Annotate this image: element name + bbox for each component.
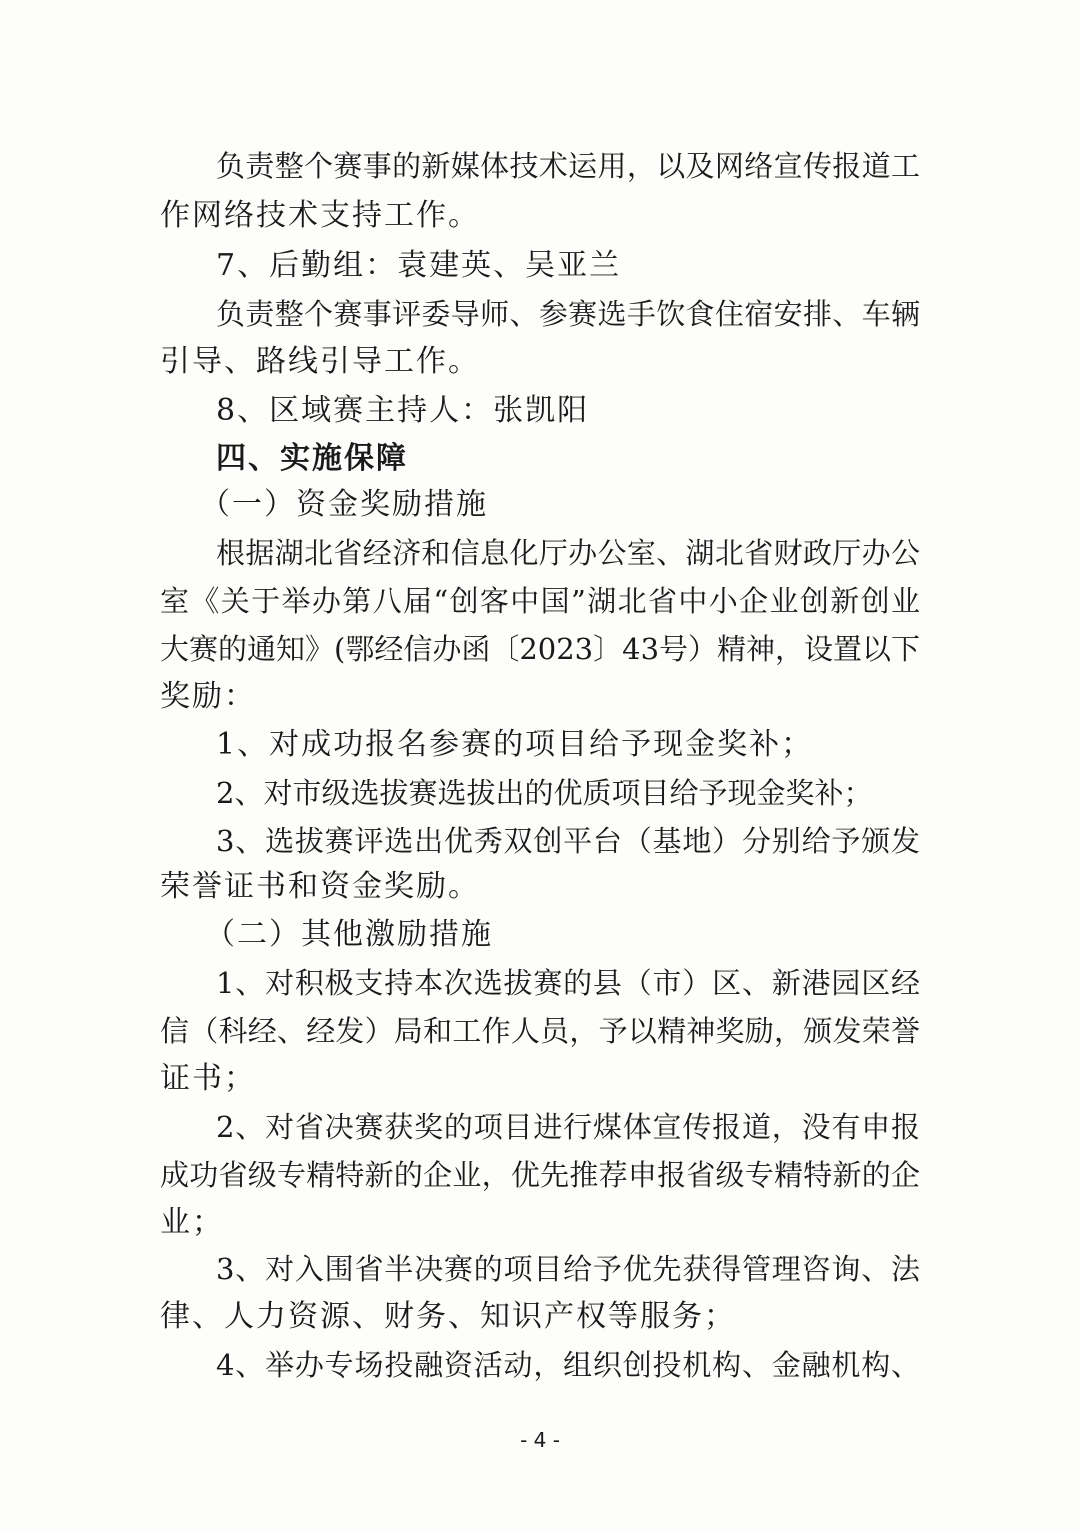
paragraph-line: 负责整个赛事的新媒体技术运用，以及网络宣传报道工 — [216, 149, 920, 183]
subsection-heading: （二）其他激励措施 — [205, 917, 493, 952]
paragraph-line: 负责整个赛事评委导师、参赛选手饮食住宿安排、车辆 — [216, 297, 920, 331]
paragraph-line: 引导、路线引导工作。 — [160, 344, 480, 379]
paragraph-line: 作网络技术支持工作。 — [160, 198, 480, 233]
list-item: 2、对省决赛获奖的项目进行煤体宣传报道，没有申报 — [216, 1110, 920, 1144]
page-number: - 4 - — [520, 1428, 560, 1452]
list-item: 4、举办专场投融资活动，组织创投机构、金融机构、 — [216, 1348, 920, 1382]
paragraph-line: 信（科经、经发）局和工作人员，予以精神奖励，颁发荣誉 — [160, 1014, 920, 1048]
list-item: 1、对成功报名参赛的项目给予现金奖补； — [216, 727, 814, 762]
list-item: 3、选拔赛评选出优秀双创平台（基地）分别给予颁发 — [216, 824, 920, 858]
paragraph-line: 业； — [160, 1205, 224, 1240]
paragraph-line: 证书； — [160, 1061, 256, 1096]
list-item: 1、对积极支持本次选拔赛的县（市）区、新港园区经 — [216, 966, 920, 1000]
list-item: 2、对市级选拔赛选拔出的优质项目给予现金奖补； — [216, 776, 873, 810]
paragraph-line: 成功省级专精特新的企业，优先推荐申报省级专精特新的企 — [160, 1158, 920, 1192]
paragraph-line: 荣誉证书和资金奖励。 — [160, 869, 480, 904]
list-item: 7、后勤组：袁建英、吴亚兰 — [216, 248, 622, 283]
list-item: 8、区域赛主持人：张凯阳 — [216, 393, 590, 428]
subsection-heading: （一）资金奖励措施 — [200, 487, 488, 522]
section-heading: 四、实施保障 — [216, 441, 408, 476]
paragraph-line: 奖励： — [160, 679, 256, 714]
list-item: 3、对入围省半决赛的项目给予优先获得管理咨询、法 — [216, 1252, 920, 1286]
paragraph-line: 律、人力资源、财务、知识产权等服务； — [160, 1299, 736, 1334]
paragraph-line: 根据湖北省经济和信息化厅办公室、湖北省财政厅办公 — [216, 536, 920, 570]
paragraph-line: 大赛的通知》(鄂经信办函〔2023〕43号）精神，设置以下 — [160, 632, 921, 666]
paragraph-line: 室《关于举办第八届“创客中国”湖北省中小企业创新创业 — [160, 584, 920, 618]
